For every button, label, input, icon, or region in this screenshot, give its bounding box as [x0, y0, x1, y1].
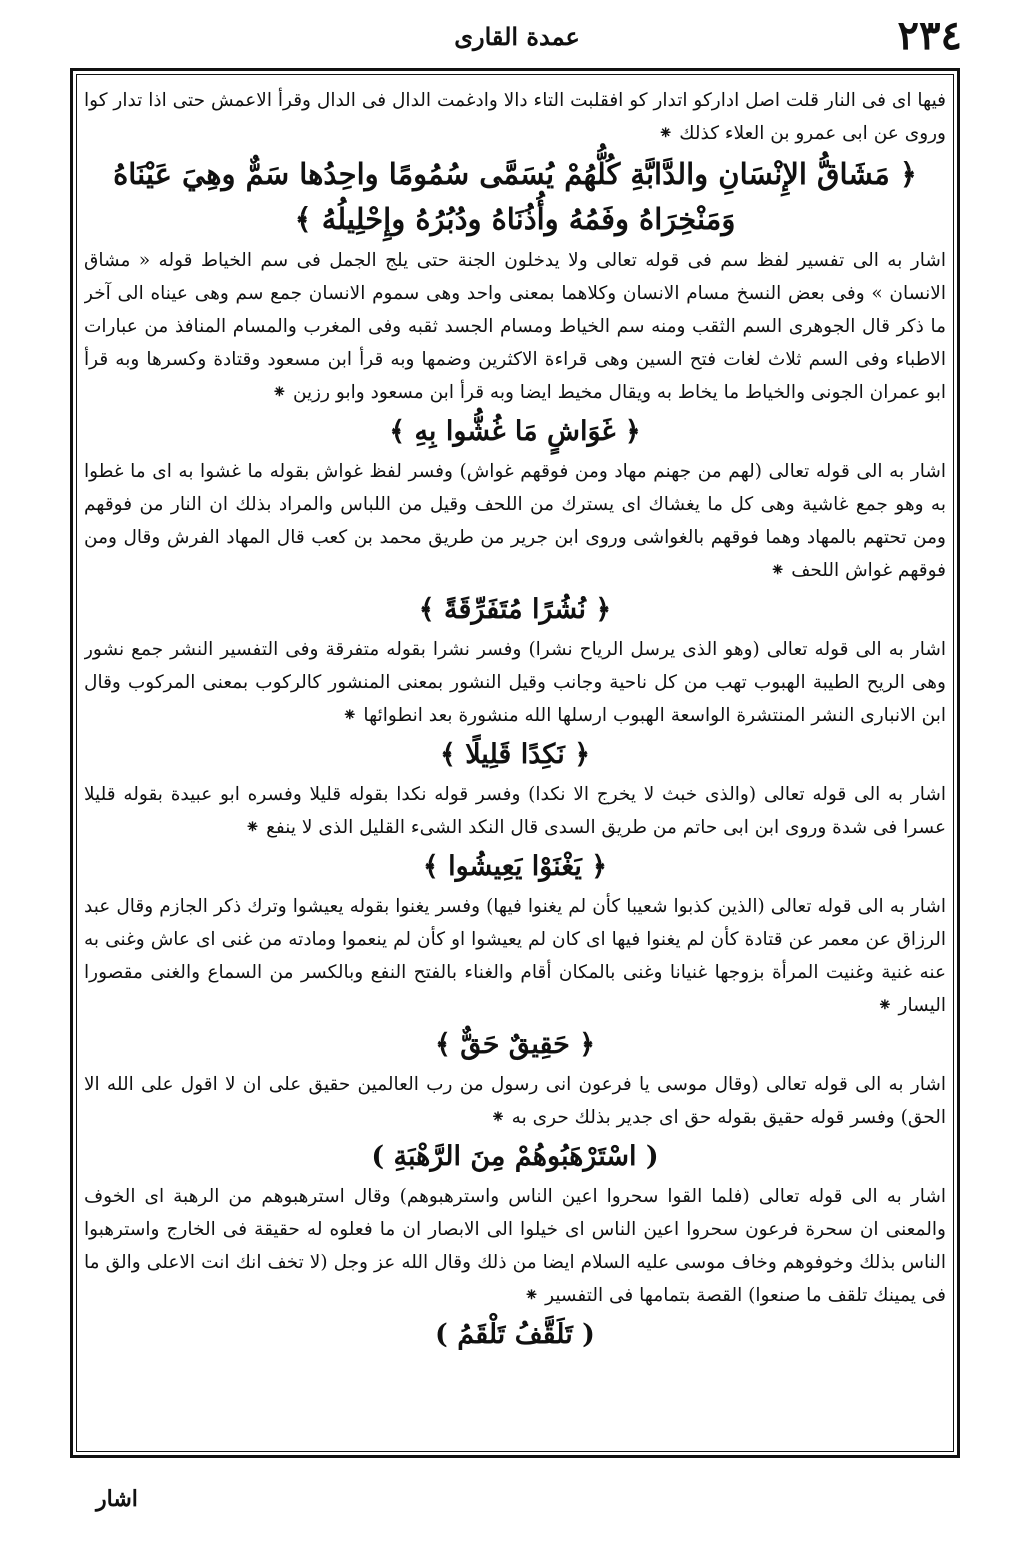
quoted-heading: ﴿ يَغْنَوْا يَعِيشُوا ﴾ — [422, 851, 608, 882]
paragraph: اشار به الى قوله تعالى (وقال موسى يا فرعون انى رسول من رب العالمين حقيق على ان لا اقول على الله الا الحق) وفسر قوله حقيق بقوله حق اى جدير بذلك حرى به ⁕ — [84, 1074, 946, 1128]
page-header — [72, 14, 962, 62]
paragraph: اشار به الى قوله تعالى (فلما القوا سحروا اعين الناس واسترهبوهم) وقال استرهبوهم من الرهبة اى الخوف والمعنى ان سحرة فرعون سحروا اعين الناس اى خيلوا الى الابصار ان ما فعلوه له حقيقة فى الخارج واسترهبوا الناس بذلك وخوفوهم وخاف موسى عليه السلام ايضا من ذلك وقال الله عز وجل (لا تخف انك انت الاعلى والق ما فى يمينك تلقف ما صنعوا) القصة بتمامها فى التفسير ⁕ — [84, 1186, 946, 1306]
paragraph: اشار به الى قوله تعالى (وهو الذى يرسل الرياح نشرا) وفسر نشرا بقوله متفرقة وفى التفسير النشر جمع نشور وهى الريح الطيبة الهبوب تهب من كل ناحية وجانب وقيل النشور بمعنى المنشور كالركوب بمعنى المركوب وقال ابن الانبارى النشر المنتشرة الواسعة الهبوب ارسلها الله منشورة بعد انطوائها ⁕ — [84, 639, 946, 726]
quoted-heading: ( تَلَقَّفُ تَلْقَمُ ) — [435, 1319, 595, 1350]
page-number: ٢٣٤ — [897, 12, 962, 59]
paragraph: فيها اى فى النار قلت اصل اداركو اتدار كو افقلبت التاء دالا وادغمت الدال فى الدال وقرأ الاعمش حتى اذا تدار كوا وروى عن ابى عمرو بن العلاء كذلك ⁕ — [84, 90, 946, 144]
text-body — [84, 84, 946, 1446]
quoted-heading: ﴿ نَكِدًا قَلِيلًا ﴾ — [439, 739, 591, 770]
quoted-heading: ( اسْتَرْهَبُوهُمْ مِنَ الرَّهْبَةِ ) — [371, 1141, 659, 1172]
paragraph: اشار به الى قوله تعالى (والذى خبث لا يخرج الا نكدا) وفسر قوله نكدا بقوله قليلا وفسره ابو عبيدة بقوله قليلا عسرا فى شدة وروى ابن ابى حاتم من طريق السدى قال النكد الشىء القليل الذى لا ينفع ⁕ — [84, 784, 946, 838]
quoted-heading: ﴿ مَشَاقُّ الإِنْسَانِ والدَّابَّةِ كُلُّهُمْ يُسَمَّى سُمُومًا واحِدُها سَمٌّ وهِيَ عَيْنَاهُ وَمَنْخِرَاهُ وفَمُهُ وأُذُنَاهُ ودُبُرُهُ وإِحْلِيلُهُ ﴾ — [113, 157, 917, 236]
paragraph: اشار به الى قوله تعالى (لهم من جهنم مهاد ومن فوقهم غواش) وفسر لفظ غواش بقوله ما غشوا به اى ما غطوا به وهو جمع غاشية وهى كل ما يغشاك اى يسترك من اللحف وقيل من اللباس والمراد بذلك ان النار من فوقهم ومن تحتهم بالمهاد وهما فوقهم بالغواشى وروى ابن جرير من طريق محمد بن كعب قال المهاد الفرش وقال ومن فوقهم غواش اللحف ⁕ — [84, 461, 946, 581]
quoted-heading: ﴿ حَقِيقٌ حَقٌّ ﴾ — [434, 1029, 596, 1060]
quoted-heading: ﴿ نُشُرًا مُتَفَرِّقَةً ﴾ — [418, 594, 612, 625]
paragraph: اشار به الى قوله تعالى (الذين كذبوا شعيبا كأن لم يغنوا فيها) وفسر يغنوا بقوله يعيشوا وترك ذكر الجازم وقال عبد الرزاق عن معمر عن قتادة كأن لم يغنوا فيها اى كان لم يعيشوا او كأن لم ينعموا ومادته من غنى اى عاش وغنى به عنه غنية وغنيت المرأة بزوجها غنيانا وغنى بالمكان أقام والغناء بالفتح النفع وبالكسر من السماع والغنى مقصورا اليسار ⁕ — [84, 896, 946, 1016]
paragraph: اشار به الى تفسير لفظ سم فى قوله تعالى ولا يدخلون الجنة حتى يلج الجمل فى سم الخياط قوله « مشاق الانسان » وفى بعض النسخ مسام الانسان وكلاهما بمعنى واحد وهى سموم الانسان جمع سم وهى عيناه الى آخر ما ذكر قال الجوهرى السم الثقب ومنه سم الخياط ومسام الجسد ثقبه وفى المغرب والمسام المنافذ من عبارات الاطباء وفى السم ثلاث لغات فتح السين وهى قراءة الاكثرين وضمها وبه قرأ ابن مسعود وقتادة وكسرها وبه قرأ ابو عمران الجونى والخياط ما يخاط به ويقال مخيط ايضا وبه قرأ ابن مسعود وابو رزين ⁕ — [84, 250, 946, 403]
catchword: اشار — [96, 1486, 138, 1512]
quoted-heading: ﴿ غَوَاشٍ مَا غُشُّوا بِهِ ﴾ — [389, 416, 641, 447]
running-title: عمدة القارى — [454, 22, 580, 51]
